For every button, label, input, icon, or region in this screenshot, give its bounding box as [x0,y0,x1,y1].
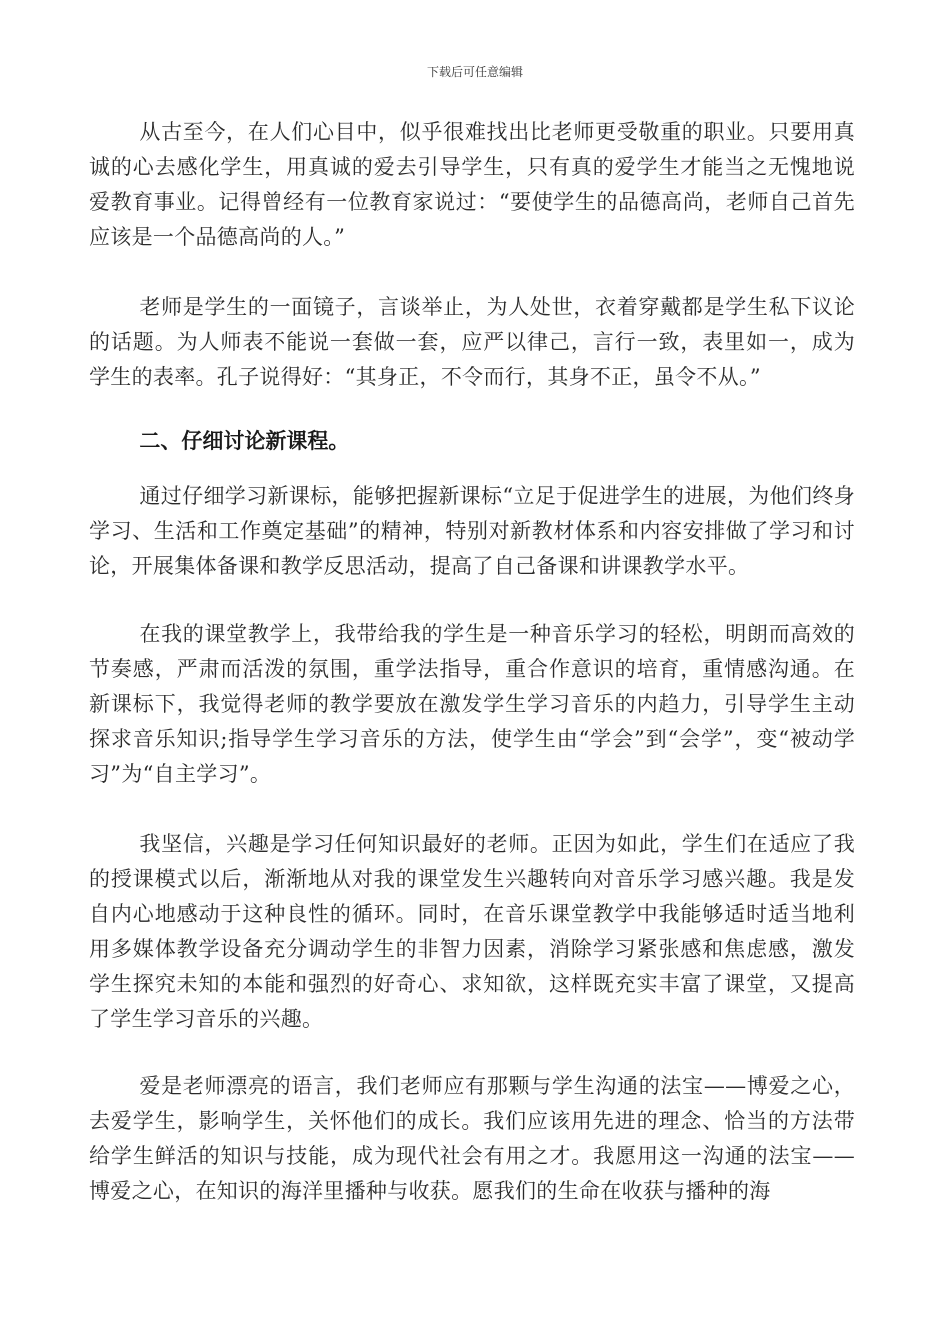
paragraph-interest: 我坚信，兴趣是学习任何知识最好的老师。正因为如此，学生们在适应了我的授课模式以后，渐渐地从对我的课堂发生兴趣转向对音乐学习感兴趣。我是发自内心地感动于这种良性的循环。同时，在音乐课堂教学中我能够适时适当地利用多媒体教学设备充分调动学生的非智力因素，消除学习紧张感和焦虑感，激发学生探究未知的本能和强烈的好奇心、求知欲，这样既充实丰富了课堂，又提高了学生学习音乐的兴趣。 [89,832,855,1031]
section-heading: 二、仔细讨论新课程。 [139,429,350,453]
paragraph-classroom-teaching: 在我的课堂教学上，我带给我的学生是一种音乐学习的轻松，明朗而高效的节奏感，严肃而活泼的氛围，重学法指导，重合作意识的培育，重情感沟通。在新课标下，我觉得老师的教学要放在激发学生学习音乐的内趋力，引导学生主动探求音乐知识;指导学生学习音乐的方法，使学生由“学会”到“会学”，变“被动学习”为“自主学习”。 [89,622,855,786]
page-header: 下载后可任意编辑 [426,65,523,79]
paragraph-teacher-mirror: 老师是学生的一面镜子，言谈举止，为人处世，衣着穿戴都是学生私下议论的话题。为人师表不能说一套做一套，应严以律己，言行一致，表里如一，成为学生的表率。孔子说得好：“其身正，不令而行，其身不正，虽令不从。” [89,295,855,389]
paragraph-love-language: 爱是老师漂亮的语言，我们老师应有那颗与学生沟通的法宝——博爱之心，去爱学生，影响学生，关怀他们的成长。我们应该用先进的理念、恰当的方法带给学生鲜活的知识与技能，成为现代社会有用之才。我愿用这一沟通的法宝——博爱之心，在知识的海洋里播种与收获。愿我们的生命在收获与播种的海 [89,1074,855,1203]
paragraph-respect-teachers: 从古至今，在人们心目中，似乎很难找出比老师更受敬重的职业。只要用真诚的心去感化学生，用真诚的爱去引导学生，只有真的爱学生才能当之无愧地说爱教育事业。记得曾经有一位教育家说过：“要使学生的品德高尚，老师自己首先应该是一个品德高尚的人。” [89,120,855,249]
paragraph-new-curriculum: 通过仔细学习新课标，能够把握新课标“立足于促进学生的进展，为他们终身学习、生活和工作奠定基础”的精神，特别对新教材体系和内容安排做了学习和讨论，开展集体备课和教学反思活动，提高了自己备课和讲课教学水平。 [89,484,855,578]
